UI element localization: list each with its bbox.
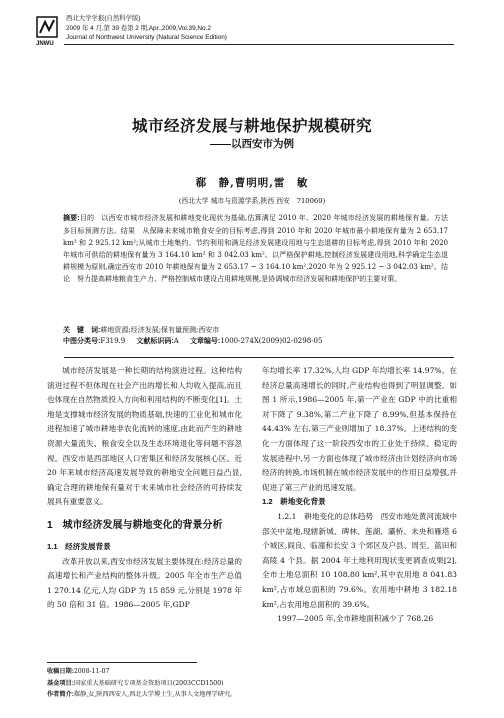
journal-name: 西北大学学报(自然科学版) bbox=[66, 15, 141, 22]
fund-label: 基金项目: bbox=[47, 679, 74, 687]
growth-paragraph: 年均增长率 17.32%,人均 GDP 年均增长率 14.97%。在经济总量高速增长的同时,产业结构也得到了明显调整。如图 1 所示,1986—2005 年,第一产业在 GDP 中的比重相对下降了 9.38%,第二产业下降了 8.99%,但基本保持在 44.43% 左右,第三产业则增加了 18.37%。上述结构的变化一方面体现了这一阶段西安市的工业处于持续、稳定的发展进程中,另一方面也体现了城市经济由计划经济向市场经济的转换,市场机制在城市经济发展中的作用日益增强,并促进了第三产业的迅速发展。 bbox=[262, 366, 457, 492]
author-label: 作者简介: bbox=[47, 691, 74, 698]
article-number-label: 文章编号: bbox=[189, 338, 221, 345]
received-value: 2008-11-07 bbox=[73, 668, 110, 675]
author-info bbox=[47, 689, 467, 701]
journal-english-name: Journal of Northwest University (Natural Science Edition) bbox=[66, 34, 227, 42]
received-label: 收稿日期: bbox=[47, 668, 74, 675]
keywords-block bbox=[63, 325, 448, 347]
journal-info bbox=[66, 14, 227, 43]
affiliation: (西北大学 城市与资源学系,陕西 西安 710069) bbox=[178, 197, 326, 205]
authors: 郗 静,曹明明,雷 敏 bbox=[195, 177, 309, 189]
journal-logo-icon bbox=[36, 16, 58, 38]
doc-code: A bbox=[173, 337, 179, 345]
author-value: 郗静,女,陕西西安人,西北大学博士生,从事人文地理学研究。 bbox=[73, 691, 237, 698]
footnotes bbox=[47, 666, 467, 701]
footnote-rule bbox=[47, 662, 197, 663]
intro-paragraph: 城市经济发展是一种长期的结构演进过程。这种结构演进过程不但体现在社会产出的增长和人均收入提高,而且也体现在自然物质投入方向和利用结构的不断变化[1]。土地是支撑城市经济发展的物质基础,快速的工业化和城市化进程加速了城市耕地非农化流转的速度,由此而产生的耕地资源大量流失、粮食安全以及生态环境退化等问题不容忽视。西安市是西部地区人口密集区和经济发展核心区。近 20 年来城市经济高速发展导致的耕地安全问题日益凸显,确定合理的耕地保有量对于未来城市社会经济的可持续发展具有重要意义。 bbox=[47, 366, 242, 507]
classification bbox=[63, 336, 448, 347]
article-subtitle: ——以西安市为例 bbox=[210, 138, 294, 150]
keywords bbox=[63, 325, 448, 336]
clc-label: 中图分类号: bbox=[63, 338, 101, 345]
journal-logo-text: JNWU bbox=[36, 41, 54, 47]
right-column bbox=[262, 364, 457, 627]
clc-code: F319.9 bbox=[100, 337, 126, 345]
farmland-paragraph: 1.2.1 耕地变化的总体趋势 西安市地处黄河流域中部关中盆地,现辖新城、碑林、莲湖、灞桥、未央和雁塔 6 个城区,阎良、临潼和长安 3 个郊区及户县、周至、蓝田和高陵 4 个县。据 2004 年土地利用现状变更调查成果[2],全市土地总面积 10 108.80 km²,其中农用地 8 041.83 km²,占市域总面积的 79.6%。农用地中耕地 3 182.18 km²,占农用地总面积的 39.6%。 bbox=[262, 511, 457, 609]
abstract-text: 目的 以西安市城市经济发展和耕地变化现状为基础,估算满足 2010 年、2020 年城市经济发展的耕地保有量。方法 多目标预测方法。结果 从保障未来城市粮食安全的目标考虑,得到 2010 年和 2020 年城市最小耕地保有量为 2 653.17 km² 和 2 925.12 km²;从城市土地集约、节约利用和满足经济发展建设用地与生态退耕的目标考虑,得到 2010 年和 2020 年城市可供给的耕地保有量为 3 164.10 km² 和 3 042.03 km²。以严格保护耕地,控制经济发展建设用地,科学确定生态退耕规模为原则,确定西安市 2010 年耕地保有量为 2 653.17 ~ 3 164.10 km²,2020 年为 2 925.12 ~ 3 042.03 km²。结论 努力提高耕地粮食生产力、严格控制城市建设占用耕地规模,是协调城市经济发展和耕地保护的主要对策。 bbox=[63, 214, 455, 283]
left-column bbox=[47, 364, 242, 613]
journal-issue: 2009 年 4 月,第 39 卷第 2 期,Apr.,2009,Vol.39,No.2 bbox=[66, 24, 211, 32]
abstract bbox=[63, 212, 455, 285]
abstract-rule bbox=[64, 357, 454, 358]
keywords-label: 关 键 词: bbox=[63, 327, 101, 334]
article-title: 城市经济发展与耕地保护规模研究 bbox=[131, 118, 372, 135]
fund-info bbox=[47, 678, 467, 690]
doc-code-label: 文献标识码: bbox=[136, 338, 174, 345]
received-date bbox=[47, 666, 467, 678]
decline-paragraph: 1997—2005 年,全市耕地面积减少了 768.26 bbox=[277, 614, 434, 624]
section-1-2-heading: 1.2 耕地变化背景 bbox=[262, 497, 326, 507]
keywords-text: 耕地资源;经济发展;保有量预测;西安市 bbox=[100, 326, 220, 334]
section-1-heading: 1 城市经济发展与耕地变化的背景分析 bbox=[47, 519, 223, 531]
fund-value: 国家重大基础研究专项基金资助项目(2003CCD1500) bbox=[73, 679, 224, 687]
article-number: 1000-274Ⅹ(2009)02-0298-05 bbox=[220, 337, 323, 345]
economic-paragraph: 改革开放以来,西安市经济发展主要体现在:经济总量的高速增长和产业结构的整体升级。2005 年全市生产总值 1 270.14 亿元,人均 GDP 为 15 859 元,分别是 1978 年的 50 倍和 31 倍。1986—2005 年,GDP bbox=[47, 556, 242, 610]
header-rule bbox=[64, 44, 454, 45]
abstract-label: 摘要: bbox=[63, 215, 80, 222]
section-1-1-heading: 1.1 经济发展背景 bbox=[47, 541, 111, 551]
